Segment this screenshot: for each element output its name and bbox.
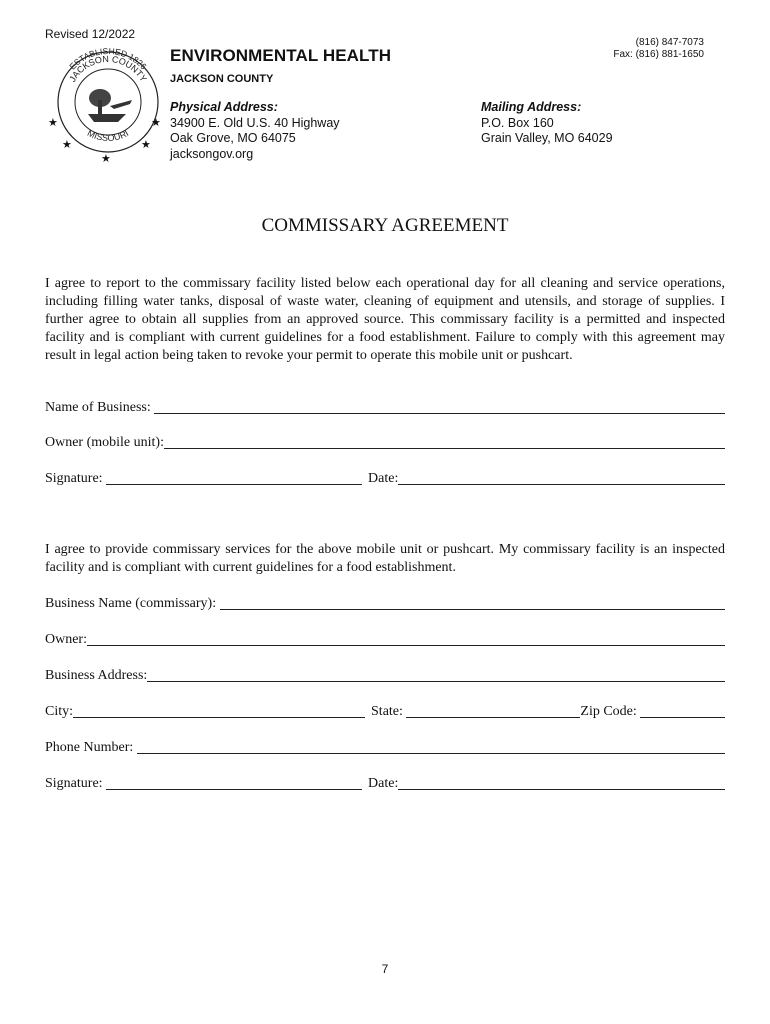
mailing-address-line1: P.O. Box 160 [481, 115, 554, 130]
commissary-name-field[interactable] [45, 594, 725, 612]
commissary-signature-line[interactable] [106, 775, 362, 790]
owner-mobile-line[interactable] [164, 434, 725, 449]
svg-text:JACKSON COUNTY: JACKSON COUNTY [67, 53, 149, 84]
commissary-signature-label: Signature: [45, 776, 107, 791]
business-name-label: Name of Business: [45, 400, 155, 415]
state-line[interactable] [406, 703, 580, 718]
commissary-owner-line[interactable] [87, 631, 725, 646]
commissary-name-line[interactable] [220, 595, 725, 610]
form-title: COMMISSARY AGREEMENT [261, 215, 509, 236]
business-address-label: Business Address: [45, 668, 148, 683]
svg-text:★: ★ [151, 117, 161, 129]
business-name-field[interactable] [45, 398, 725, 416]
owner-mobile-field[interactable] [45, 433, 725, 451]
svg-text:★: ★ [101, 153, 111, 165]
zip-label: Zip Code: [580, 704, 641, 719]
phone-number-label: Phone Number: [45, 740, 137, 755]
operator-agreement-text: I agree to report to the commissary facility listed below each operational day for all cleaning and service operations, including filling water tanks, disposal of waste water, cleaning of equipment and utensils, and storage of supplies. I further agree to obtain all supplies from an approved source. This commissary facility is a permitted and inspected facility and is compliant with current guidelines for a food establishment. Failure to comply with this agreement may result in legal action being taken to revoke your permit to operate this mobile unit or pushcart. [45, 276, 725, 363]
owner-mobile-label: Owner (mobile unit): [45, 435, 164, 450]
county-name: JACKSON COUNTY [170, 73, 274, 85]
revision-date: Revised 12/2022 [45, 27, 136, 41]
svg-text:ESTABLISHED 1826: ESTABLISHED 1826 [67, 45, 149, 72]
phone-number: (816) 847-7073 [635, 37, 704, 48]
commissary-date-label: Date: [368, 776, 399, 791]
commissary-agreement-text: I agree to provide commissary services for the above mobile unit or pushcart. My commissary facility is an inspected facility and is compliant with current guidelines for a food establishment. [45, 542, 725, 575]
physical-address-line1: 34900 E. Old U.S. 40 Highway [170, 115, 340, 130]
operator-date-line[interactable] [398, 470, 725, 485]
operator-signature-label: Signature: [45, 471, 107, 486]
phone-number-line[interactable] [137, 739, 725, 754]
state-label: State: [371, 704, 407, 719]
svg-text:MISSOURI: MISSOURI [85, 127, 131, 144]
mailing-address [481, 100, 613, 147]
mailing-address-label: Mailing Address: [481, 100, 582, 114]
commissary-owner-label: Owner: [45, 632, 87, 647]
svg-text:★: ★ [141, 139, 151, 151]
physical-address-line2: Oak Grove, MO 64075 [170, 131, 296, 145]
city-line[interactable] [73, 703, 365, 718]
commissary-signature-row[interactable] [45, 774, 725, 792]
svg-text:★: ★ [48, 117, 58, 129]
department-title: ENVIRONMENTAL HEALTH [170, 46, 392, 65]
county-seal-logo [48, 40, 166, 166]
business-address-line[interactable] [147, 667, 725, 682]
business-address-field[interactable] [45, 666, 725, 684]
commissary-owner-field[interactable] [45, 630, 725, 648]
commissary-date-line[interactable] [398, 775, 725, 790]
contact-numbers [613, 37, 704, 61]
city-label: City: [45, 704, 74, 719]
physical-address-label: Physical Address: [170, 100, 278, 114]
business-name-line[interactable] [154, 399, 725, 414]
page-number: 7 [381, 962, 389, 976]
zip-line[interactable] [640, 703, 725, 718]
website: jacksongov.org [170, 146, 254, 161]
phone-number-field[interactable] [45, 738, 725, 756]
city-state-zip-row[interactable] [45, 702, 725, 720]
operator-signature-row[interactable] [45, 469, 725, 487]
physical-address [170, 100, 340, 162]
commissary-name-label: Business Name (commissary): [45, 596, 220, 611]
mailing-address-line2: Grain Valley, MO 64029 [481, 131, 613, 145]
operator-date-label: Date: [368, 471, 399, 486]
svg-text:★: ★ [62, 139, 72, 151]
fax-number: Fax: (816) 881-1650 [613, 49, 704, 60]
operator-signature-line[interactable] [106, 470, 362, 485]
